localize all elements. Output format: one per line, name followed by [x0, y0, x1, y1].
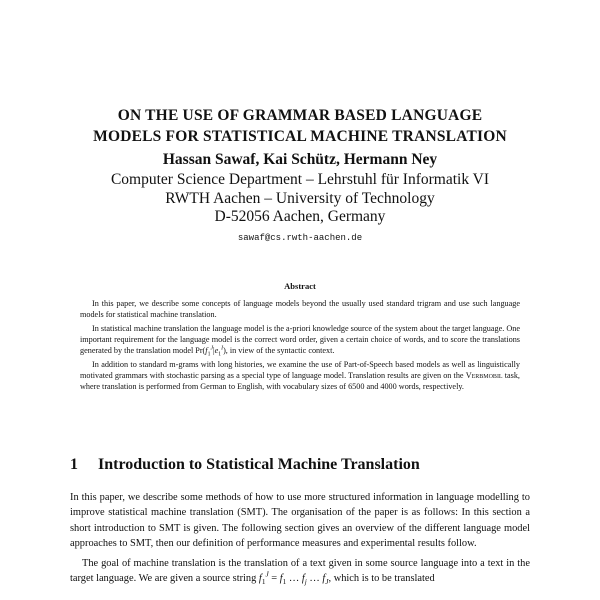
abstract-body: [80, 298, 520, 395]
author-email: sawaf@cs.rwth-aachen.de: [237, 233, 363, 243]
abstract-paragraph-1: In this paper, we describe some concepts of language models beyond the usually used standard trigram and use such language models for statistical machine translation.: [80, 299, 520, 319]
affiliation-line3: D-52056 Aachen, Germany: [214, 208, 386, 225]
authors: Hassan Sawaf, Kai Schütz, Hermann Ney: [162, 151, 438, 168]
abstract-p3-text-a: In addition to standard m-grams with long histories, we examine the use of Part-of-Speech based models as well as linguistically motivated grammars with stochastic parsing as a special type of language model. Translation results are given on the: [80, 360, 520, 380]
section-1-number: 1: [70, 456, 78, 473]
abstract-p2-text-b: ), in view of the syntactic context.: [223, 346, 335, 355]
abstract-p3-text-b: task, where translation is performed from German to English, with vocabulary sizes of 6500 and 4000 words, respectively.: [80, 371, 520, 391]
paper-title-line2: MODELS FOR STATISTICAL MACHINE TRANSLATION: [93, 128, 507, 145]
abstract-p2-text-a: In statistical machine translation the language model is the a-priori knowledge source of the system about the target language. One important requirement for the language model is the correct word order, given a certain choice of words, and to score the translations generated by the translation model Pr(: [80, 324, 520, 355]
abstract-heading: Abstract: [284, 281, 316, 291]
verbmobil-term: Verbmobil: [465, 371, 503, 380]
section-1-paragraph-1: In this paper, we describe some methods of how to use more structured information in language modelling to improve statistical machine translation (SMT). The organisation of the paper is as follows: In this section a short introduction to SMT is given. The following section gives an overview of the different language model approaches to SMT, then our definition of performance measures and experimental results follow.: [70, 492, 530, 549]
section-1-p2-text-a: The goal of machine translation is the translation of a text given in some source language into a text in the target language. We are given a source string: [70, 558, 530, 585]
affiliation-line1: Computer Science Department – Lehrstuhl für Informatik VI: [110, 171, 490, 188]
paper-title-line1: ON THE USE OF GRAMMAR BASED LANGUAGE: [117, 107, 483, 124]
section-1-paragraph-2: The goal of machine translation is the translation of a text given in some source language into a text in the target language. We are given a source string $f_1^J = f_1$ … $f_j$ … $f_J$, which is to be translated: [70, 558, 530, 587]
abstract-paragraph-3: [80, 359, 520, 392]
section-1-title: Introduction to Statistical Machine Translation: [98, 456, 420, 473]
section-1-heading: [70, 456, 540, 474]
section-1-p2-text-b: , which is to be translated: [328, 573, 435, 585]
section-1-body: [70, 490, 530, 592]
abstract-paragraph-2: In statistical machine translation the language model is the a-priori knowledge source of the system about the target language. One important requirement for the language model is the correct word order, given a certain choice of words, and to score the translations generated by the translation model $Pr(f_1^J|e_1^I)$, in view of the syntactic context.: [80, 324, 520, 358]
affiliation-line2: RWTH Aachen – University of Technology: [165, 190, 435, 207]
